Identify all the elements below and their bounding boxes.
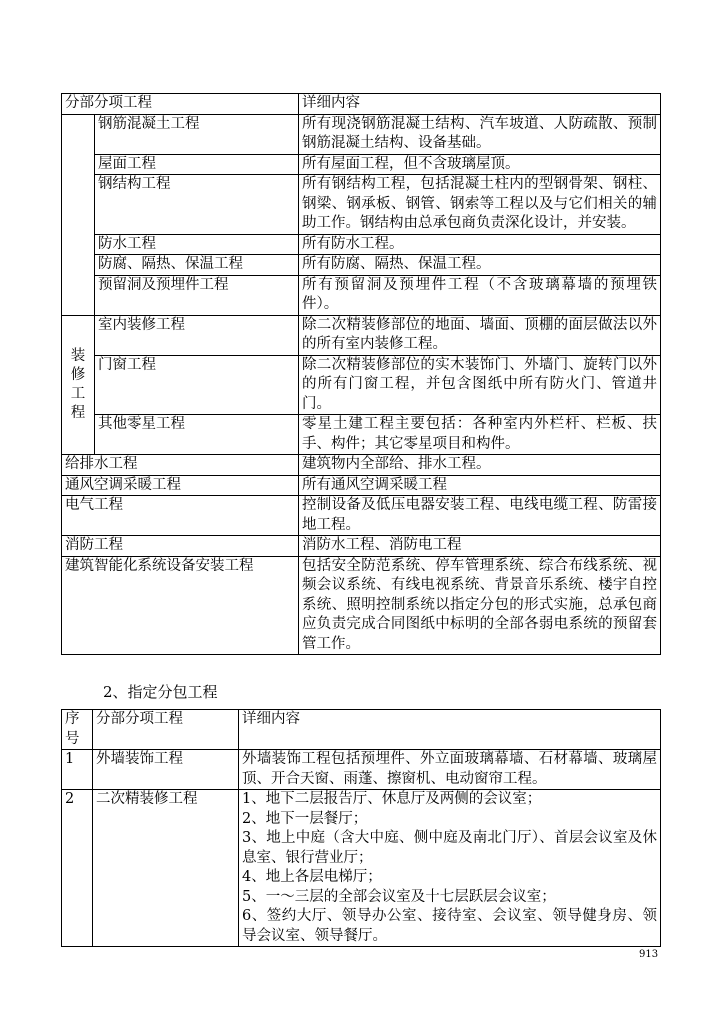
section-heading: 2、指定分包工程 — [103, 683, 218, 701]
subproject-detail: 除二次精装修部位的实木装饰门、外墙门、旋转门以外的所有门窗工程，并包含图纸中所有防火门、管道井门。 — [299, 355, 661, 415]
subproject-name: 防水工程 — [95, 234, 299, 255]
subproject-detail: 除二次精装修部位的地面、墙面、顶棚的面层做法以外的所有室内装修工程。 — [299, 315, 661, 355]
subproject-name: 消防工程 — [62, 536, 299, 557]
subproject-name: 钢结构工程 — [95, 175, 299, 235]
group-label-char: 工 — [70, 385, 86, 402]
subproject-detail: 所有钢结构工程，包括混凝土柱内的型钢骨架、钢柱、钢梁、钢承板、钢管、钢索等工程以及与它们相关的辅助工作。钢结构由总承包商负责深化设计，并安装。 — [299, 175, 661, 235]
table-row — [62, 255, 661, 276]
designated-subcontract-table — [61, 709, 661, 947]
subproject-name: 室内装修工程 — [95, 315, 299, 355]
table-header-row — [62, 94, 661, 115]
subproject-name: 通风空调采暖工程 — [62, 475, 299, 496]
subproject-detail: 所有预留洞及预埋件工程（不含玻璃幕墙的预埋铁件）。 — [299, 275, 661, 315]
table-row — [62, 234, 661, 255]
detail-line: 4、地上各层电梯厅； — [242, 869, 382, 885]
subproject-name: 其他零星工程 — [95, 415, 299, 455]
subproject-name: 门窗工程 — [95, 355, 299, 415]
subproject-detail: 控制设备及低压电器安装工程、电线电缆工程、防雷接地工程。 — [299, 496, 661, 536]
subproject-detail: 零星土建工程主要包括：各种室内外栏杆、栏板、扶手、构件；其它零星项目和构件。 — [299, 415, 661, 455]
subproject-detail: 建筑物内全部给、排水工程。 — [299, 455, 661, 476]
detail-line: 1、地下二层报告厅、休息厅及两侧的会议室； — [242, 791, 542, 807]
detail-line: 外墙装饰工程包括预埋件、外立面玻璃幕墙、石材幕墙、玻璃屋顶、开合天窗、雨蓬、擦窗机、电动窗帘工程。 — [242, 751, 657, 787]
subproject-detail: 所有防水工程。 — [299, 234, 661, 255]
subproject-detail — [239, 790, 661, 947]
table-row — [62, 275, 661, 315]
table-row — [62, 790, 661, 947]
subproject-detail: 包括安全防范系统、停车管理系统、综合布线系统、视频会议系统、有线电视系统、背景音乐系统、楼宇自控系统、照明控制系统以指定分包的形式实施，总承包商应负责完成合同图纸中标明的全部各弱电系统的预留套管工作。 — [299, 556, 661, 655]
subproject-name: 给排水工程 — [62, 455, 299, 476]
header-subproject: 分部分项工程 — [93, 710, 239, 750]
subproject-name: 外墙装饰工程 — [93, 750, 239, 790]
subproject-detail: 所有通风空调采暖工程 — [299, 475, 661, 496]
header-detail: 详细内容 — [299, 94, 661, 115]
subproject-name: 电气工程 — [62, 496, 299, 536]
subproject-name: 二次精装修工程 — [93, 790, 239, 947]
group-label-decoration — [62, 315, 95, 455]
group-label-char: 装 — [70, 347, 86, 364]
subproject-detail: 所有现浇钢筋混凝土结构、汽车坡道、人防疏散、预制钢筋混凝土结构、设备基础。 — [299, 114, 661, 154]
detail-line: 5、一～三层的全部会议室及十七层跃层会议室； — [242, 888, 556, 905]
table-row — [62, 315, 661, 355]
detail-line: 6、签约大厅、领导办公室、接待室、会议室、领导健身房、领导会议室、领导餐厅。 — [242, 908, 657, 944]
serial-no: 2 — [62, 790, 93, 947]
subproject-name: 建筑智能化系统设备安装工程 — [62, 556, 299, 655]
subproject-name: 防腐、隔热、保温工程 — [95, 255, 299, 276]
table-row — [62, 415, 661, 455]
header-serial-no: 序号 — [62, 710, 93, 750]
header-subproject: 分部分项工程 — [62, 94, 299, 115]
detail-line: 3、地上中庭（含大中庭、侧中庭及南北门厅）、首层会议室及休息室、银行营业厅； — [242, 830, 657, 866]
header-detail: 详细内容 — [239, 710, 661, 750]
table-row — [62, 355, 661, 415]
subproject-detail: 消防水工程、消防电工程 — [299, 536, 661, 557]
serial-no: 1 — [62, 750, 93, 790]
group-label-char: 修 — [70, 366, 86, 383]
page-number: 913 — [639, 949, 659, 960]
table-row — [62, 154, 661, 175]
general-contract-scope-table — [61, 93, 661, 655]
table-header-row — [62, 710, 661, 750]
table-row — [62, 750, 661, 790]
subproject-detail: 所有屋面工程，但不含玻璃屋顶。 — [299, 154, 661, 175]
subproject-detail: 所有防腐、隔热、保温工程。 — [299, 255, 661, 276]
group-label-blank — [62, 114, 95, 315]
subproject-detail — [239, 750, 661, 790]
table-row — [62, 114, 661, 154]
group-label-char: 程 — [70, 404, 86, 421]
subproject-name: 屋面工程 — [95, 154, 299, 175]
detail-line: 2、地下一层餐厅； — [242, 810, 368, 827]
table-row — [62, 175, 661, 235]
subproject-name: 钢筋混凝土工程 — [95, 114, 299, 154]
table-row — [62, 536, 661, 557]
table-row — [62, 475, 661, 496]
table-row — [62, 496, 661, 536]
table-row — [62, 455, 661, 476]
subproject-name: 预留洞及预埋件工程 — [95, 275, 299, 315]
table-row — [62, 556, 661, 655]
